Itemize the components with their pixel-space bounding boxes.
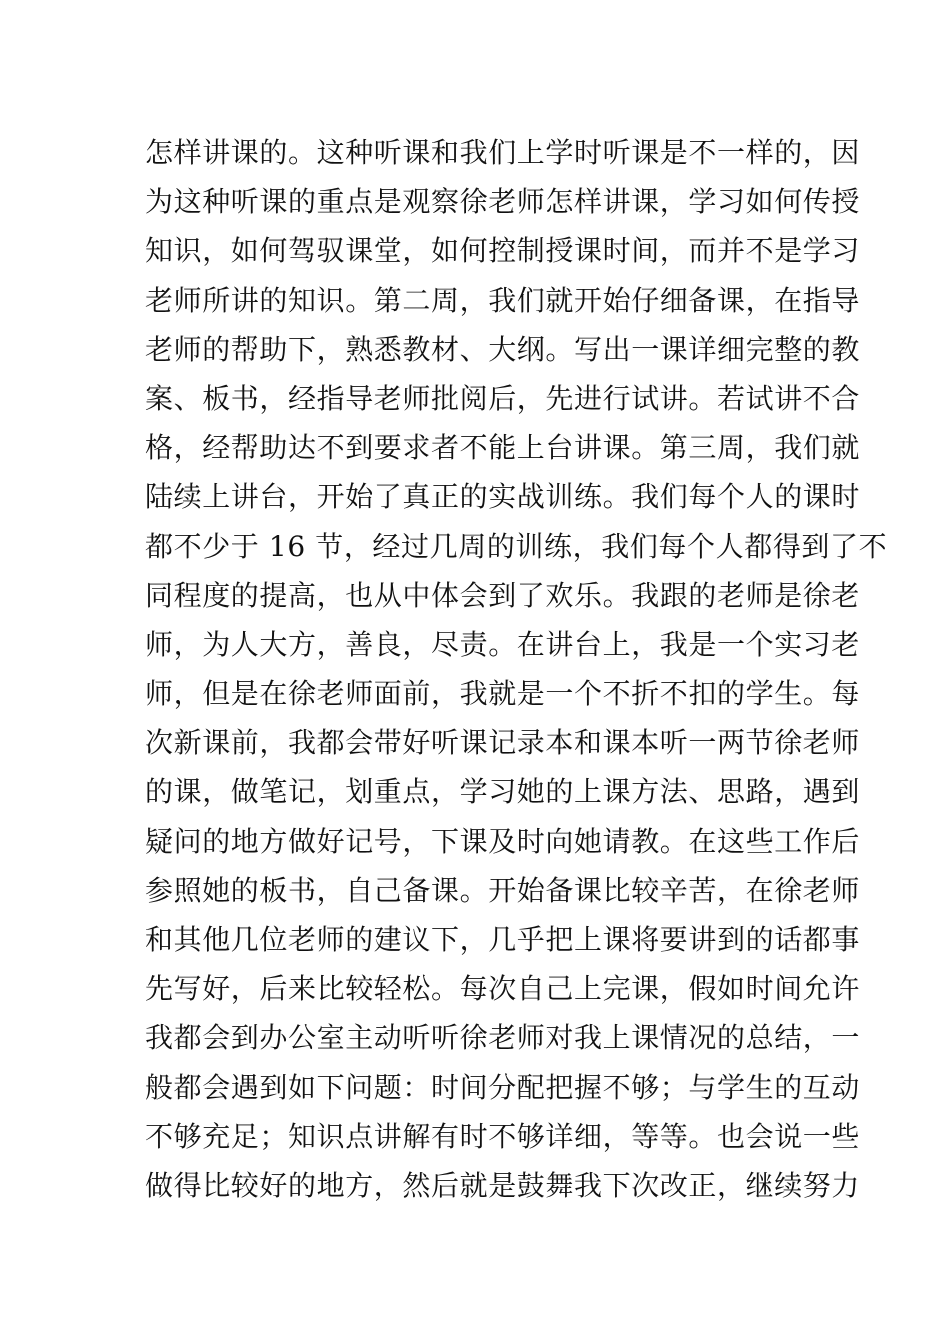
text-line: 格，经帮助达不到要求者不能上台讲课。第三周，我们就 bbox=[145, 431, 861, 465]
text-line: 不够充足；知识点讲解有时不够详细，等等。也会说一些 bbox=[145, 1119, 861, 1153]
text-line: 先写好，后来比较轻松。每次自己上完课，假如时间允许 bbox=[145, 972, 861, 1006]
text-line: 陆续上讲台，开始了真正的实战训练。我们每个人的课时 bbox=[145, 480, 861, 514]
text-line: 疑问的地方做好记号，下课及时向她请教。在这些工作后 bbox=[145, 824, 861, 858]
text-line: 案、板书，经指导老师批阅后，先进行试讲。若试讲不合 bbox=[145, 381, 861, 415]
text-line: 做得比较好的地方，然后就是鼓舞我下次改正，继续努力 bbox=[145, 1168, 861, 1202]
text-line: 同程度的提高，也从中体会到了欢乐。我跟的老师是徐老 bbox=[145, 578, 861, 612]
text-line: 老师所讲的知识。第二周，我们就开始仔细备课，在指导 bbox=[145, 283, 861, 317]
text-line: 我都会到办公室主动听听徐老师对我上课情况的总结，一 bbox=[145, 1021, 861, 1055]
text-line: 次新课前，我都会带好听课记录本和课本听一两节徐老师 bbox=[145, 726, 861, 760]
text-line: 和其他几位老师的建议下，几乎把上课将要讲到的话都事 bbox=[145, 923, 861, 956]
text-line: 知识，如何驾驭课堂，如何控制授课时间，而并不是学习 bbox=[145, 234, 861, 268]
text-line: 为这种听课的重点是观察徐老师怎样讲课，学习如何传授 bbox=[145, 185, 861, 219]
body-text bbox=[145, 128, 888, 1210]
text-line: 参照她的板书，自己备课。开始备课比较辛苦，在徐老师 bbox=[145, 873, 861, 907]
text-line: 都不少于 16 节，经过几周的训练，我们每个人都得到了不 bbox=[145, 529, 888, 563]
text-line: 老师的帮助下，熟悉教材、大纲。写出一课详细完整的教 bbox=[145, 332, 861, 366]
text-line: 怎样讲课的。这种听课和我们上学时听课是不一样的，因 bbox=[145, 136, 861, 169]
text-line: 师，但是在徐老师面前，我就是一个不折不扣的学生。每 bbox=[145, 677, 861, 711]
text-line: 的课，做笔记，划重点，学习她的上课方法、思路，遇到 bbox=[145, 775, 861, 809]
text-line: 师，为人大方，善良，尽责。在讲台上，我是一个实习老 bbox=[145, 627, 861, 661]
text-line: 般都会遇到如下问题：时间分配把握不够；与学生的互动 bbox=[145, 1070, 861, 1104]
